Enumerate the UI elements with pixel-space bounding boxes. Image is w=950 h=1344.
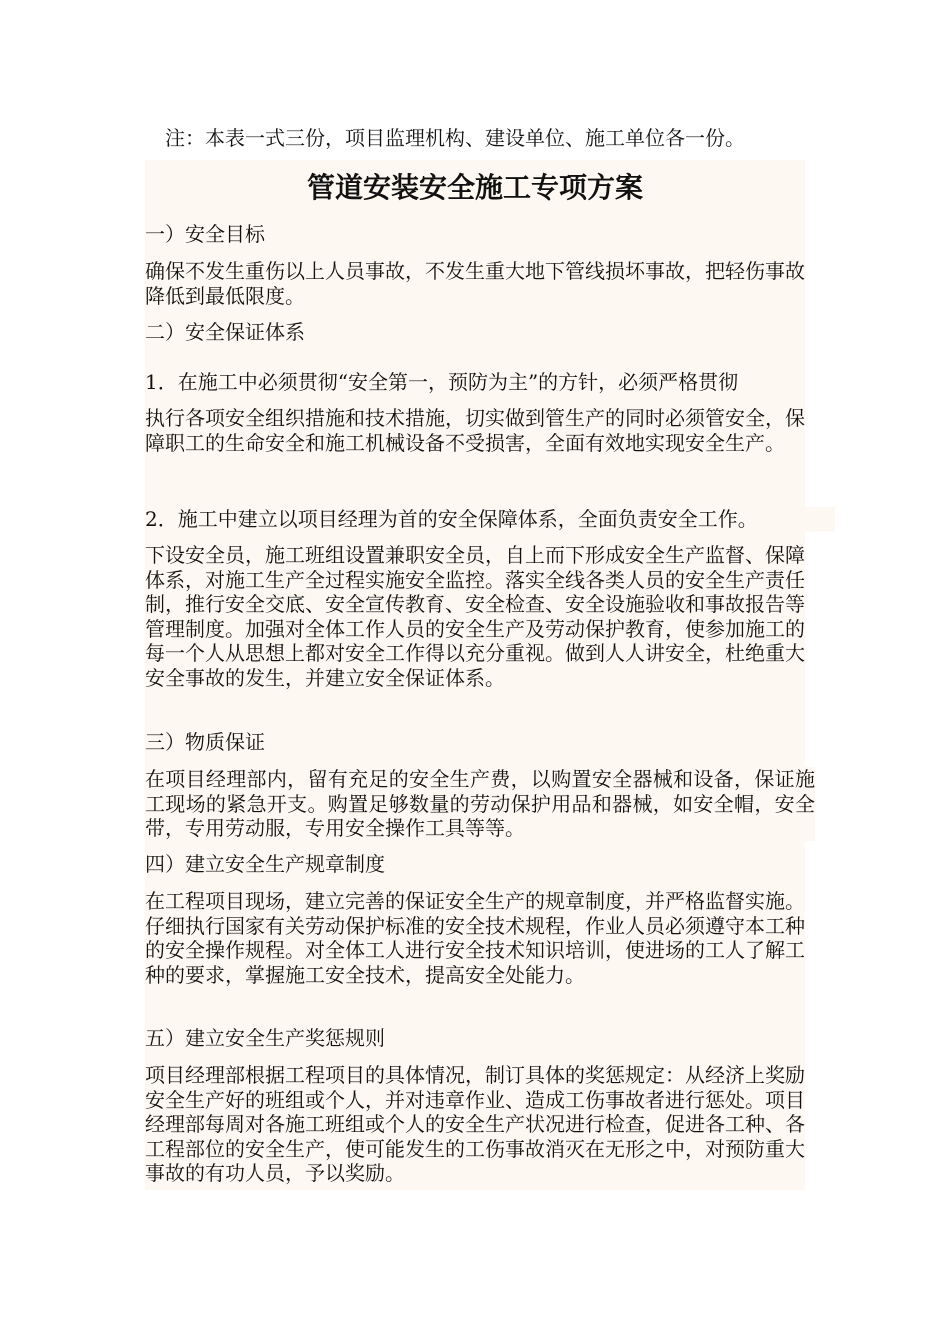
section-heading-safety-system: 二）安全保证体系	[145, 320, 305, 344]
section-heading-safety-goal: 一）安全目标	[145, 222, 265, 246]
section-heading-rules: 四）建立安全生产规章制度	[145, 852, 385, 876]
paragraph-safety-system-item-1-cont: 执行各项安全组织措施和技术措施，切实做到管生产的同时必须管安全，保障职工的生命安全和施工机械设备不受损害，全面有效地实现安全生产。	[145, 406, 805, 455]
paragraph-safety-system-item-1: 1．在施工中必须贯彻“安全第一，预防为主”的方针，必须严格贯彻	[145, 370, 739, 394]
paragraph-safety-system-item-2: 2．施工中建立以项目经理为首的安全保障体系，全面负责安全工作。	[145, 507, 835, 532]
document-body	[145, 160, 815, 1190]
paragraph-rewards: 项目经理部根据工程项目的具体情况，制订具体的奖惩规定：从经济上奖励安全生产好的班组或个人，并对违章作业、造成工伤事故者进行惩处。项目经理部每周对各施工班组或个人的安全生产状况进行检查，促进各工种、各工程部位的安全生产，使可能发生的工伤事故消灭在无形之中，对预防重大事故的有功人员，予以奖励。	[145, 1063, 805, 1185]
document-title: 管道安装安全施工专项方案	[306, 171, 643, 204]
paragraph-material: 在项目经理部内，留有充足的安全生产费，以购置安全器械和设备，保证施工现场的紧急开支。购置足够数量的劳动保护用品和器械，如安全帽，安全带，专用劳动服，专用安全操作工具等等。	[145, 767, 815, 840]
paragraph-safety-system-item-2-cont: 下设安全员，施工班组设置兼职安全员，自上而下形成安全生产监督、保障体系，对施工生产全过程实施安全监控。落实全线各类人员的安全生产责任制，推行安全交底、安全宣传教育、安全检查、安全设施验收和事故报告等管理制度。加强对全体工作人员的安全生产及劳动保护教育，使参加施工的每一个人从思想上都对安全工作得以充分重视。做到人人讲安全，杜绝重大安全事故的发生，并建立安全保证体系。	[145, 543, 805, 690]
section-heading-rewards: 五）建立安全生产奖惩规则	[145, 1026, 385, 1050]
paragraph-rules: 在工程项目现场，建立完善的保证安全生产的规章制度，并严格监督实施。仔细执行国家有关劳动保护标准的安全技术规程，作业人员必须遵守本工种的安全操作规程。对全体工人进行安全技术知识培训，使进场的工人了解工种的要求，掌握施工安全技术，提高安全处能力。	[145, 889, 805, 987]
paragraph-safety-goal: 确保不发生重伤以上人员事故，不发生重大地下管线损坏事故，把轻伤事故降低到最低限度。	[145, 259, 805, 308]
table-note: 注：本表一式三份，项目监理机构、建设单位、施工单位各一份。	[165, 126, 745, 150]
section-heading-material: 三）物质保证	[145, 730, 265, 754]
